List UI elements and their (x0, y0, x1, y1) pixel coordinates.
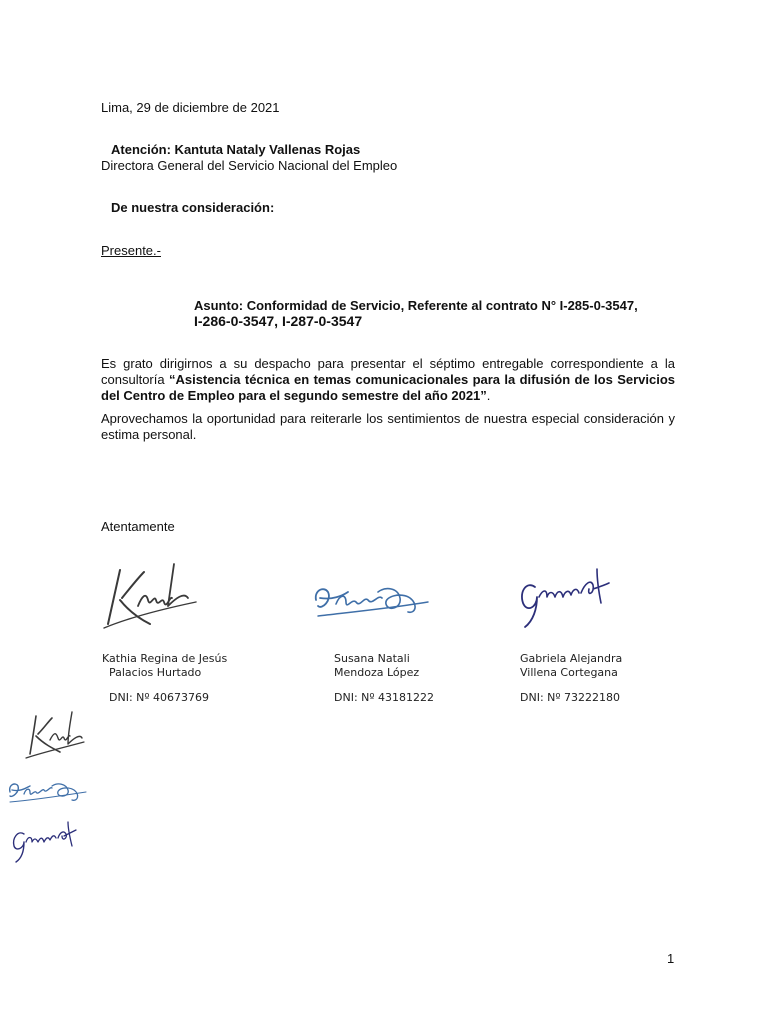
body-period: . (486, 388, 491, 403)
signatory-2-name-line-2: Mendoza López (334, 666, 420, 679)
signatory-2-dni: DNI: Nº 43181222 (334, 691, 435, 704)
margin-signature-1 (22, 708, 86, 762)
presente-label: Presente.- (101, 243, 161, 258)
subject-line-2: I-286-0-3547, I-287-0-3547 (194, 313, 363, 329)
signatory-1 (102, 652, 227, 705)
margin-signature-2 (6, 776, 88, 810)
signature-3-image (513, 563, 613, 633)
signatory-3-name-line-2: Villena Cortegana (520, 666, 618, 679)
signatory-3-name-line-1: Gabriela Alejandra (520, 652, 623, 665)
signature-2-image (312, 578, 432, 628)
closing: Atentamente (101, 519, 175, 534)
body-paragraph-1 (101, 356, 675, 404)
body-paragraph-2: Aprovechamos la oportunidad para reiterarle los sentimientos de nuestra especial consideración y estima personal. (101, 411, 675, 442)
subject-line-1: Asunto: Conformidad de Servicio, Referente al contrato N° I-285-0-3547, (194, 298, 638, 313)
attention-role: Directora General del Servicio Nacional del Empleo (101, 158, 398, 173)
consultancy-title: “Asistencia técnica en temas comunicacionales para la difusión de los Servicios del Centro de Empleo para el segundo semestre del año 2021” (101, 372, 676, 403)
signatory-1-name-line-1: Kathia Regina de Jesús (102, 652, 228, 665)
place-date: Lima, 29 de diciembre de 2021 (101, 100, 280, 115)
signatory-2-name-line-1: Susana Natali (334, 652, 410, 665)
signature-1-image (98, 558, 202, 636)
greeting: De nuestra consideración: (111, 200, 275, 215)
signatory-2 (334, 652, 434, 705)
signatory-3-dni: DNI: Nº 73222180 (520, 691, 621, 704)
page-number: 1 (667, 951, 675, 966)
signatory-1-dni: DNI: Nº 40673769 (109, 691, 210, 704)
signatory-1-name-line-2: Palacios Hurtado (109, 666, 202, 679)
attention-line: Atención: Kantuta Nataly Vallenas Rojas (111, 142, 361, 157)
signatory-3 (520, 652, 622, 705)
margin-signature-3 (8, 818, 78, 866)
body-intro: Es grato dirigirnos a su despacho para presentar el séptimo entregable correspondiente a la consultoría (101, 356, 675, 387)
